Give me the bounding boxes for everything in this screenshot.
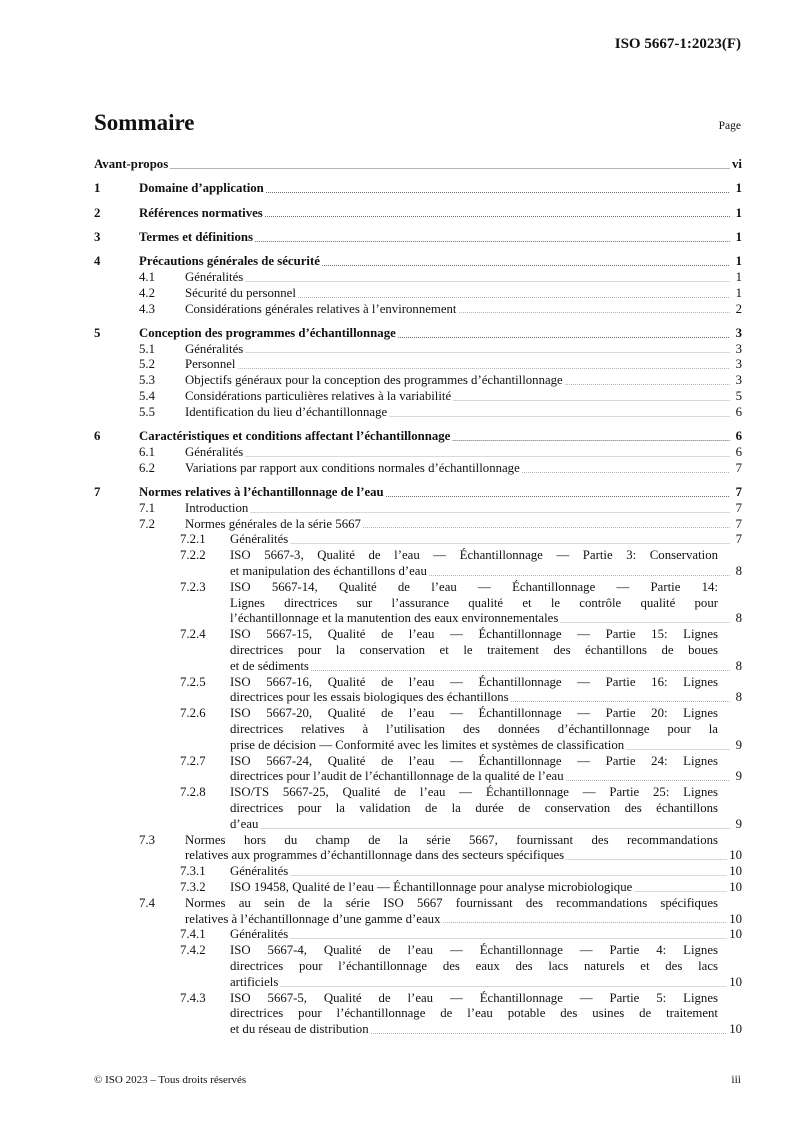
page-number: iii bbox=[731, 1074, 741, 1086]
toc-entry[interactable] bbox=[94, 445, 742, 461]
entry-title-line: Personnel bbox=[185, 357, 236, 372]
dot-leader bbox=[389, 412, 730, 421]
toc-entry[interactable] bbox=[94, 373, 742, 389]
entry-title-line: et de sédiments bbox=[230, 658, 309, 673]
entry-title-line: Normes générales de la série 5667 bbox=[185, 516, 361, 531]
entry-page-number: 7 bbox=[735, 516, 742, 531]
section-number: 7.2.6 bbox=[180, 706, 206, 721]
dot-leader bbox=[429, 571, 730, 580]
entry-page-number: 8 bbox=[735, 690, 742, 705]
entry-title-line: Identification du lieu d’échantillonnage bbox=[185, 404, 388, 419]
section-number: 7.3 bbox=[139, 832, 155, 847]
section-number: 4.2 bbox=[139, 285, 155, 300]
entry-title-line: Lignes directrices sur l’assurance qualité et le contrôle qualité pour bbox=[230, 595, 718, 610]
entry-page-number: 2 bbox=[735, 301, 742, 316]
toc-entry[interactable] bbox=[94, 342, 742, 358]
document-id: ISO 5667-1:2023(F) bbox=[614, 36, 741, 52]
section-number: 2 bbox=[94, 205, 101, 220]
section-number: 7.2.1 bbox=[180, 532, 206, 547]
dot-leader bbox=[560, 618, 730, 627]
entry-title-line: ISO 5667-20, Qualité de l’eau — Échantillonnage — Partie 20: Lignes bbox=[230, 706, 718, 721]
entry-title-line: Conception des programmes d’échantillonnage bbox=[139, 325, 396, 340]
entry-page-number: 7 bbox=[735, 460, 742, 475]
entry-title-line: Généralités bbox=[230, 927, 289, 942]
entry-title-line: Références normatives bbox=[139, 205, 263, 220]
entry-page-number: 8 bbox=[735, 658, 742, 673]
dot-leader bbox=[566, 855, 727, 864]
entry-page-number: 3 bbox=[735, 325, 742, 340]
entry-title-line: directrices pour l’échantillonnage de l’eau potable des usines de traitement bbox=[230, 1006, 718, 1021]
page-column-label: Page bbox=[718, 120, 741, 132]
entry-page-number: 7 bbox=[735, 485, 742, 500]
dot-leader bbox=[511, 697, 730, 706]
dot-leader bbox=[298, 293, 730, 302]
entry-page-number: 5 bbox=[735, 389, 742, 404]
entry-page-number: 10 bbox=[729, 1022, 742, 1037]
entry-page-number: 3 bbox=[735, 341, 742, 356]
entry-title-line: relatives aux programmes d’échantillonnage dans des secteurs spécifiques bbox=[185, 848, 565, 863]
entry-title-line: directrices pour l’échantillonnage des eaux des lacs naturels et des lacs bbox=[230, 958, 718, 973]
entry-title-line: prise de décision — Conformité avec les limites et systèmes de classification bbox=[230, 737, 625, 752]
entry-page-number: 1 bbox=[735, 254, 742, 269]
toc-entry[interactable] bbox=[94, 833, 742, 865]
toc-entry[interactable] bbox=[94, 286, 742, 302]
toc-entry[interactable] bbox=[94, 896, 742, 928]
section-number: 5.5 bbox=[139, 404, 155, 419]
entry-title-line: Normes relatives à l’échantillonnage de l’eau bbox=[139, 485, 384, 500]
entry-title-line: directrices relatives à l’utilisation des données d’échantillonnage pour la bbox=[230, 722, 718, 736]
dot-leader bbox=[398, 333, 730, 342]
section-number: 7.2.3 bbox=[180, 579, 206, 594]
dot-leader bbox=[565, 380, 730, 389]
section-number: 5.1 bbox=[139, 341, 155, 356]
entry-page-number: 1 bbox=[735, 205, 742, 220]
section-number: 4.3 bbox=[139, 301, 155, 316]
section-number: 7 bbox=[94, 485, 101, 500]
entry-title-line: et du réseau de distribution bbox=[230, 1022, 369, 1037]
entry-title-line: ISO 5667-14, Qualité de l’eau — Échantillonnage — Partie 14: bbox=[230, 579, 718, 594]
entry-title-line: Généralités bbox=[185, 444, 244, 459]
entry-title-line: Considérations particulières relatives à la variabilité bbox=[185, 389, 452, 404]
entry-title-line: d’eau bbox=[230, 816, 259, 831]
entry-page-number: 10 bbox=[729, 927, 742, 942]
entry-page-number: 6 bbox=[735, 429, 742, 444]
entry-page-number: 1 bbox=[735, 229, 742, 244]
entry-title-line: Introduction bbox=[185, 500, 249, 515]
entry-page-number: 1 bbox=[735, 269, 742, 284]
toc-entry[interactable] bbox=[94, 864, 742, 880]
section-number: 7.2.5 bbox=[180, 674, 206, 689]
entry-page-number: 10 bbox=[729, 848, 742, 863]
section-number: 7.2 bbox=[139, 516, 155, 531]
entry-title-line: Variations par rapport aux conditions normales d’échantillonnage bbox=[185, 460, 520, 475]
dot-leader bbox=[290, 871, 727, 880]
toc-entry[interactable] bbox=[94, 230, 742, 246]
toc-entry[interactable] bbox=[94, 532, 742, 548]
section-number: 7.2.8 bbox=[180, 785, 206, 800]
dot-leader bbox=[371, 1029, 728, 1038]
entry-title-line: Précautions générales de sécurité bbox=[139, 254, 320, 269]
toc-entry[interactable] bbox=[94, 485, 742, 501]
entry-page-number: 7 bbox=[735, 532, 742, 547]
entry-title-line: Termes et définitions bbox=[139, 229, 253, 244]
section-number: 7.1 bbox=[139, 500, 155, 515]
toc-entry[interactable] bbox=[94, 206, 742, 222]
dot-leader bbox=[386, 492, 730, 501]
entry-page-number: 6 bbox=[735, 404, 742, 419]
section-number: 7.2.2 bbox=[180, 548, 206, 563]
dot-leader bbox=[522, 468, 730, 477]
copyright-footer: © ISO 2023 – Tous droits réservés bbox=[94, 1074, 247, 1086]
entry-page-number: 10 bbox=[729, 864, 742, 879]
entry-title-line: directrices pour les essais biologiques des échantillons bbox=[230, 690, 509, 705]
section-number: 7.2.7 bbox=[180, 753, 206, 768]
dot-leader bbox=[245, 452, 730, 461]
entry-title-line: Considérations générales relatives à l’environnement bbox=[185, 301, 457, 316]
toc-entry[interactable] bbox=[94, 754, 742, 786]
toc-entry[interactable] bbox=[94, 254, 742, 270]
toc-entry[interactable] bbox=[94, 302, 742, 318]
toc-entry[interactable] bbox=[94, 880, 742, 896]
entry-page-number: 1 bbox=[735, 285, 742, 300]
entry-title-line: Généralités bbox=[185, 341, 244, 356]
section-number: 7.4 bbox=[139, 895, 155, 910]
dot-leader bbox=[260, 824, 730, 833]
toc-entry[interactable] bbox=[94, 157, 742, 173]
toc-entry[interactable] bbox=[94, 927, 742, 943]
dot-leader bbox=[322, 261, 730, 270]
dot-leader bbox=[452, 436, 730, 445]
section-number: 5 bbox=[94, 325, 101, 340]
toc-entry[interactable] bbox=[94, 785, 742, 832]
toc-entry[interactable] bbox=[94, 461, 742, 477]
dot-leader bbox=[255, 237, 730, 246]
entry-page-number: vi bbox=[732, 157, 742, 171]
entry-page-number: 9 bbox=[735, 816, 742, 831]
entry-title-line: ISO 19458, Qualité de l’eau — Échantillonnage pour analyse microbiologique bbox=[230, 879, 633, 894]
entry-page-number: 3 bbox=[735, 357, 742, 372]
section-number: 5.3 bbox=[139, 373, 155, 388]
toc-entry[interactable] bbox=[94, 675, 742, 707]
dot-leader bbox=[626, 745, 730, 754]
dot-leader bbox=[245, 277, 730, 286]
dot-leader bbox=[442, 918, 727, 927]
entry-page-number: 9 bbox=[735, 737, 742, 752]
entry-title-line: ISO 5667-5, Qualité de l’eau — Échantillonnage — Partie 5: Lignes bbox=[230, 990, 718, 1005]
entry-page-number: 8 bbox=[735, 564, 742, 579]
section-number: 7.4.2 bbox=[180, 943, 206, 958]
section-number: 7.3.1 bbox=[180, 864, 206, 879]
entry-title-line: ISO 5667-4, Qualité de l’eau — Échantillonnage — Partie 4: Lignes bbox=[230, 943, 718, 958]
entry-title-line: relatives à l’échantillonnage d’une gamme d’eaux bbox=[185, 911, 441, 926]
toc-entry[interactable] bbox=[94, 389, 742, 405]
entry-title-line: directrices pour la validation de la durée de conservation des échantillons bbox=[230, 800, 718, 815]
toc-entry[interactable] bbox=[94, 517, 742, 533]
entry-page-number: 7 bbox=[735, 500, 742, 515]
section-number: 6 bbox=[94, 429, 101, 444]
entry-title-line: Avant-propos bbox=[94, 157, 169, 171]
section-number: 3 bbox=[94, 229, 101, 244]
page-title: Sommaire bbox=[94, 110, 195, 135]
dot-leader bbox=[245, 348, 730, 357]
entry-page-number: 8 bbox=[735, 611, 742, 626]
dot-leader bbox=[290, 539, 730, 548]
entry-page-number: 10 bbox=[729, 974, 742, 989]
toc-entry[interactable] bbox=[94, 405, 742, 421]
section-number: 7.2.4 bbox=[180, 627, 206, 642]
dot-leader bbox=[566, 776, 730, 785]
section-number: 6.2 bbox=[139, 460, 155, 475]
entry-title-line: ISO 5667-16, Qualité de l’eau — Échantillonnage — Partie 16: Lignes bbox=[230, 674, 718, 689]
entry-title-line: ISO 5667-3, Qualité de l’eau — Échantillonnage — Partie 3: Conservation bbox=[230, 548, 718, 563]
entry-title-line: directrices pour l’audit de l’échantillonnage de la qualité de l’eau bbox=[230, 769, 564, 784]
toc-entry[interactable] bbox=[94, 270, 742, 286]
entry-title-line: Généralités bbox=[230, 532, 289, 547]
section-number: 7.4.1 bbox=[180, 927, 206, 942]
toc-entry[interactable] bbox=[94, 429, 742, 445]
dot-leader bbox=[363, 523, 730, 532]
entry-page-number: 6 bbox=[735, 444, 742, 459]
entry-title-line: Normes hors du champ de la série 5667, fournissant des recommandations bbox=[185, 832, 718, 847]
dot-leader bbox=[250, 508, 730, 517]
entry-title-line: Domaine d’application bbox=[139, 181, 264, 196]
entry-page-number: 1 bbox=[735, 181, 742, 196]
dot-leader bbox=[458, 308, 730, 317]
dot-leader bbox=[634, 887, 727, 896]
dot-leader bbox=[311, 666, 730, 675]
entry-title-line: Caractéristiques et conditions affectant l’échantillonnage bbox=[139, 429, 451, 444]
toc-entry[interactable] bbox=[94, 580, 742, 627]
section-number: 7.3.2 bbox=[180, 879, 206, 894]
entry-title-line: Normes au sein de la série ISO 5667 fournissant des recommandations spécifiques bbox=[185, 895, 718, 910]
toc-entry[interactable] bbox=[94, 548, 742, 580]
section-number: 4 bbox=[94, 254, 101, 269]
section-number: 1 bbox=[94, 181, 101, 196]
section-number: 5.4 bbox=[139, 389, 155, 404]
entry-page-number: 10 bbox=[729, 911, 742, 926]
entry-title-line: Généralités bbox=[230, 864, 289, 879]
entry-title-line: artificiels bbox=[230, 974, 279, 989]
entry-title-line: Objectifs généraux pour la conception des programmes d’échantillonnage bbox=[185, 373, 563, 388]
entry-title-line: et manipulation des échantillons d’eau bbox=[230, 564, 427, 579]
section-number: 6.1 bbox=[139, 444, 155, 459]
section-number: 7.4.3 bbox=[180, 990, 206, 1005]
toc-entry[interactable] bbox=[94, 943, 742, 990]
entry-title-line: directrices pour la conservation et le traitement des échantillons de boues bbox=[230, 643, 718, 658]
section-number: 5.2 bbox=[139, 357, 155, 372]
toc-entry[interactable] bbox=[94, 326, 742, 342]
toc-entry[interactable] bbox=[94, 501, 742, 517]
section-number: 4.1 bbox=[139, 269, 155, 284]
toc-entry[interactable] bbox=[94, 991, 742, 1038]
entry-title-line: Sécurité du personnel bbox=[185, 285, 296, 300]
entry-page-number: 10 bbox=[729, 879, 742, 894]
entry-title-line: Généralités bbox=[185, 269, 244, 284]
dot-leader bbox=[265, 212, 730, 221]
entry-page-number: 9 bbox=[735, 769, 742, 784]
dot-leader bbox=[170, 164, 730, 173]
toc-entry[interactable] bbox=[94, 627, 742, 674]
dot-leader bbox=[290, 934, 727, 943]
entry-title-line: ISO/TS 5667-25, Qualité de l’eau — Échantillonnage — Partie 25: Lignes bbox=[230, 785, 718, 800]
entry-title-line: ISO 5667-24, Qualité de l’eau — Échantillonnage — Partie 24: Lignes bbox=[230, 753, 718, 768]
table-of-contents bbox=[94, 157, 742, 1038]
dot-leader bbox=[453, 396, 730, 405]
dot-leader bbox=[266, 188, 730, 197]
entry-title-line: ISO 5667-15, Qualité de l’eau — Échantillonnage — Partie 15: Lignes bbox=[230, 627, 718, 642]
toc-entry[interactable] bbox=[94, 706, 742, 753]
entry-page-number: 3 bbox=[735, 373, 742, 388]
toc-entry[interactable] bbox=[94, 181, 742, 197]
entry-title-line: l’échantillonnage et la manutention des eaux environnementales bbox=[230, 611, 559, 626]
dot-leader bbox=[280, 982, 727, 991]
toc-entry[interactable] bbox=[94, 357, 742, 373]
dot-leader bbox=[237, 364, 730, 373]
